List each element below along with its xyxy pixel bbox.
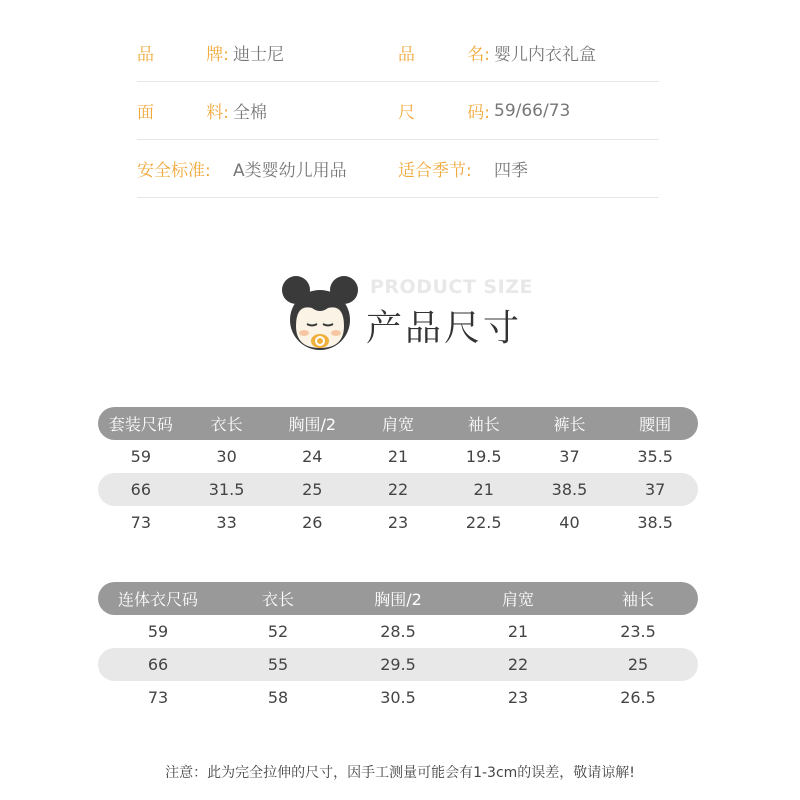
column-header: 腰围: [639, 415, 672, 434]
column-header: 胸围/2: [374, 590, 422, 609]
table-cell: 22: [387, 480, 409, 499]
table-cell: 31.5: [208, 480, 245, 499]
table-cell: 38.5: [637, 513, 673, 532]
table-row: [98, 506, 698, 539]
table-row: [98, 648, 698, 681]
table-row: [98, 473, 698, 506]
column-header: 裤长: [553, 415, 586, 434]
table-cell: 52: [267, 622, 289, 641]
product-info: [137, 24, 659, 198]
table-cell: 37: [559, 447, 580, 466]
table-cell: 23.5: [620, 622, 656, 641]
info-value: A类婴幼儿用品: [233, 161, 347, 181]
table-cell: 59: [147, 622, 169, 641]
info-label: 尺 码:: [398, 103, 490, 123]
column-header: 袖长: [467, 415, 500, 434]
table-cell: 30: [216, 447, 237, 466]
column-header: 袖长: [621, 590, 654, 609]
table-cell: 73: [130, 513, 152, 532]
table-cell: 55: [267, 655, 289, 674]
column-header: 衣长: [210, 415, 243, 434]
table-cell: 58: [267, 688, 289, 707]
title-english: PRODUCT SIZE: [370, 276, 533, 298]
table-cell: 25: [627, 655, 649, 674]
info-value: 迪士尼: [233, 45, 284, 65]
table-row: [98, 440, 698, 473]
table-cell: 35.5: [637, 447, 673, 466]
table-cell: 28.5: [380, 622, 416, 641]
info-value: 59/66/73: [494, 100, 571, 121]
table-cell: 73: [147, 688, 169, 707]
info-row: [137, 140, 659, 198]
table-cell: 22: [507, 655, 529, 674]
table-header: [98, 407, 698, 440]
table-cell: 37: [644, 480, 666, 499]
table-cell: 40: [559, 513, 580, 532]
suit-size-table: [98, 407, 698, 539]
table-header: [98, 582, 698, 615]
info-product-name: [398, 40, 659, 65]
info-value: 全棉: [233, 103, 267, 123]
table-row: [98, 615, 698, 648]
table-cell: 33: [216, 513, 237, 532]
info-label: 面 料:: [137, 103, 229, 123]
info-label: 适合季节:: [398, 161, 472, 181]
info-label: 安全标准:: [137, 161, 211, 181]
column-header: 肩宽: [501, 590, 534, 609]
table-cell: 23: [507, 688, 529, 707]
table-cell: 24: [302, 447, 323, 466]
table-cell: 66: [147, 655, 169, 674]
column-header: 胸围/2: [288, 415, 337, 434]
table-row: [98, 681, 698, 714]
info-label: 品 名:: [398, 45, 490, 65]
column-header: 连体衣尺码: [117, 590, 198, 609]
table-cell: 26: [302, 513, 323, 532]
table-cell: 23: [387, 513, 409, 532]
column-header: 套装尺码: [108, 415, 173, 434]
info-value: 四季: [494, 161, 528, 181]
table-cell: 21: [473, 480, 494, 499]
info-row: [137, 82, 659, 140]
info-label: 品 牌:: [137, 45, 229, 65]
table-cell: 19.5: [465, 447, 502, 466]
table-cell: 30.5: [380, 688, 416, 707]
info-row: [137, 24, 659, 82]
table-cell: 59: [130, 447, 152, 466]
table-cell: 38.5: [551, 480, 588, 499]
info-safety-standard: [137, 156, 398, 181]
table-cell: 29.5: [380, 655, 416, 674]
info-material: [137, 98, 398, 123]
table-cell: 22.5: [465, 513, 502, 532]
info-season: [398, 156, 659, 181]
info-brand: [137, 40, 398, 65]
onesie-size-table: [98, 582, 698, 714]
info-value: 婴儿内衣礼盒: [494, 45, 596, 65]
column-header: 肩宽: [382, 415, 415, 434]
table-cell: 26.5: [620, 688, 656, 707]
column-header: 衣长: [261, 590, 294, 609]
table-cell: 21: [387, 447, 409, 466]
table-cell: 25: [302, 480, 323, 499]
title-chinese: 产品尺寸: [366, 308, 523, 349]
measurement-note: 注意：此为完全拉伸的尺寸，因手工测量可能会有1-3cm的误差，敬请谅解!: [165, 765, 635, 781]
info-size: [398, 98, 659, 123]
section-title: [282, 270, 542, 360]
table-cell: 21: [507, 622, 529, 641]
table-cell: 66: [130, 480, 152, 499]
mickey-baby-pacifier-icon: [282, 274, 358, 356]
